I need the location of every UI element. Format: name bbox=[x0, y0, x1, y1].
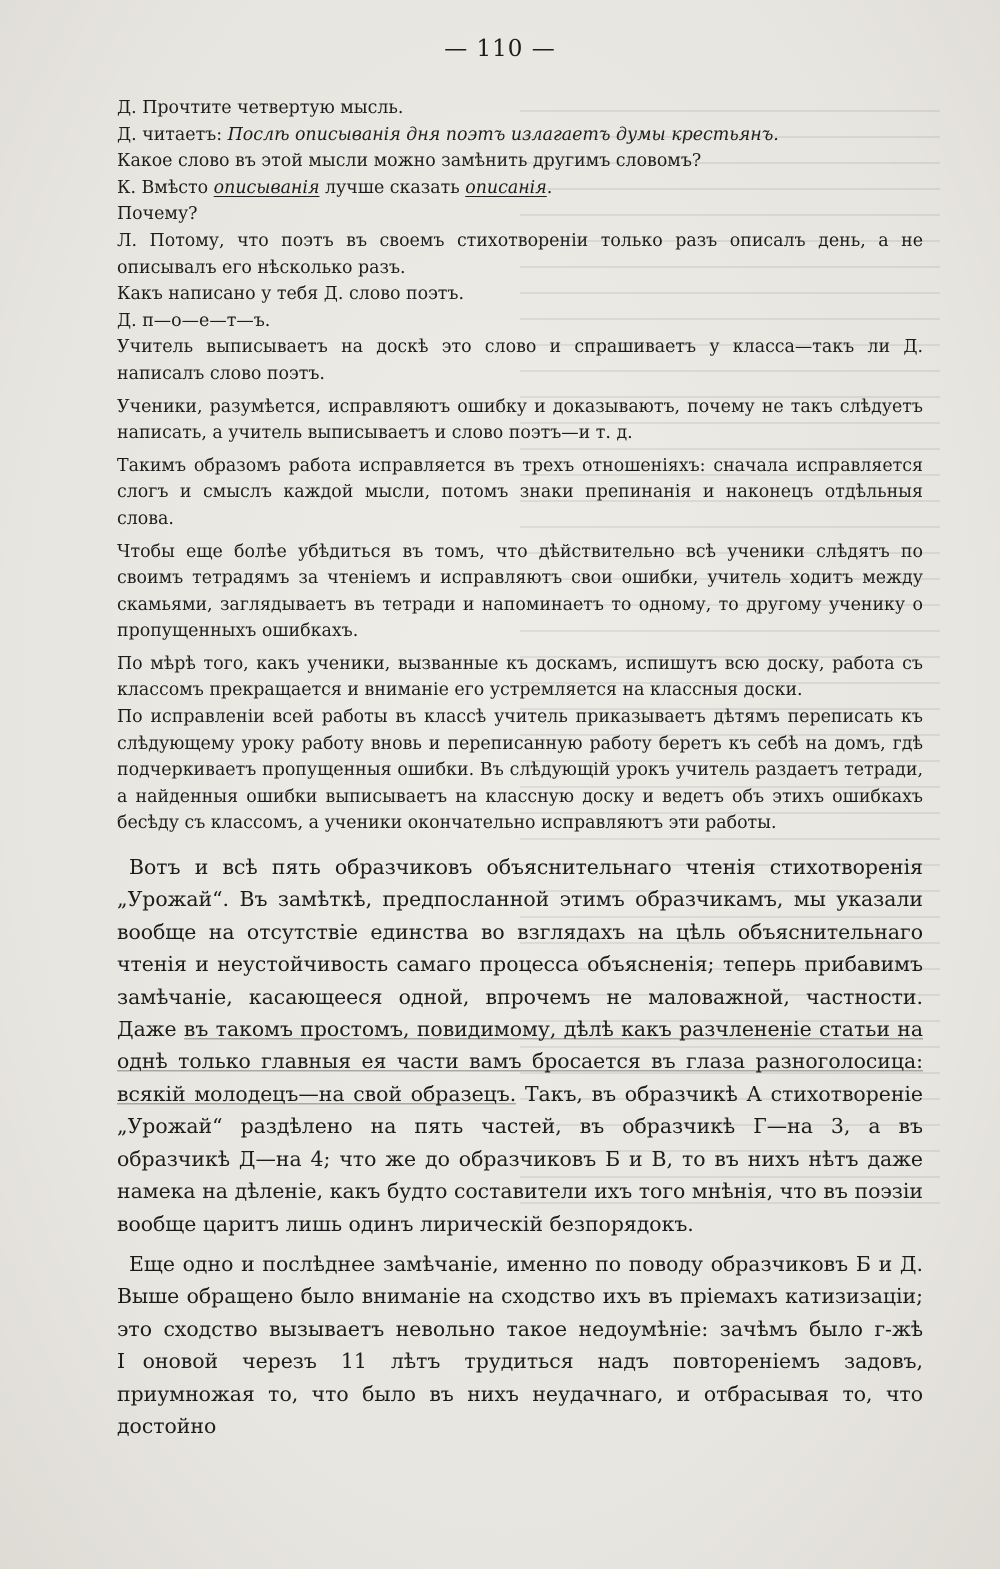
paragraph: Д. п—о—е—т—ъ. bbox=[117, 310, 271, 331]
italic-word: описыванія bbox=[213, 177, 320, 198]
speaker-lead: К. Вмѣсто bbox=[117, 177, 214, 198]
text-fragment: лучше сказать bbox=[319, 177, 466, 198]
paragraph: Чтобы еще болѣе убѣдиться въ томъ, что дѣйствительно всѣ ученики слѣдятъ по своимъ тетрадямъ за чтеніемъ и исправляютъ свои ошибки, учитель ходитъ между скамьями, заглядываетъ въ тетради и напоминаетъ то одному, то другому ученику о пропущенныхъ ошибкахъ. bbox=[117, 541, 923, 642]
paragraph bbox=[117, 851, 923, 1240]
italic-quote: Послѣ описыванія дня поэтъ излагаетъ думы крестьянъ. bbox=[227, 124, 779, 145]
paragraph bbox=[117, 122, 923, 149]
speaker-lead: Д. читаетъ: bbox=[117, 124, 228, 145]
paragraph: Какое слово въ этой мысли можно замѣнить другимъ словомъ? bbox=[117, 151, 702, 172]
paragraph: Д. Прочтите четвертую мысль. bbox=[117, 98, 404, 118]
text-fragment: Такъ, въ образчикѣ А стихотвореніе „Урожай“ раздѣлено на пять частей, въ образчикѣ Г—на 3, а въ образчикѣ Д—на 4; что же до образчиковъ Б и В, то въ нихъ нѣтъ даже намека на дѣленіе, какъ будто составители ихъ того мнѣнія, что въ поэзіи вообще царитъ лишь одинъ лирическій безпорядокъ. bbox=[117, 1081, 924, 1236]
paragraph bbox=[117, 175, 923, 202]
body-text bbox=[117, 95, 923, 1442]
paragraph: Такимъ образомъ работа исправляется въ трехъ отношеніяхъ: сначала исправляется слогъ и смыслъ каждой мысли, потомъ знаки препинанія и наконецъ отдѣльныя слова. bbox=[117, 455, 923, 529]
paragraph: Л. Потому, что поэтъ въ своемъ стихотвореніи только разъ описалъ день, а не описывалъ его нѣсколько разъ. bbox=[117, 230, 923, 278]
paragraph: Почему? bbox=[117, 204, 198, 225]
commentary-section bbox=[117, 851, 923, 1442]
page-number: — 110 — bbox=[444, 36, 556, 62]
paragraph: Ученики, разумѣется, исправляютъ ошибку и доказываютъ, почему не такъ слѣдуетъ написать, а учитель выписываетъ и слово поэтъ—и т. д. bbox=[117, 396, 923, 444]
italic-word: описанія bbox=[465, 177, 547, 198]
text-fragment: Вотъ и всѣ пять образчиковъ объяснительнаго чтенія стихотворенія „Урожай“. Въ замѣткѣ, предпосланной этимъ образчикамъ, мы указали вообще на отсутствіе единства во взглядахъ на цѣль объяснительнаго чтенія и неустойчивость самаго процесса объясненія; теперь прибавимъ замѣчаніе, касающееся одной, впрочемъ не маловажной, частности. Даже bbox=[117, 855, 923, 1042]
paragraph: Учитель выписываетъ на доскѣ это слово и спрашиваетъ у класса—такъ ли Д. написалъ слово поэтъ. bbox=[117, 337, 923, 384]
dialogue-section bbox=[117, 95, 923, 837]
paragraph: По исправленіи всей работы въ классѣ учитель приказываетъ дѣтямъ переписать къ слѣдующему уроку работу вновь и переписанную работу беретъ къ себѣ на домъ, гдѣ подчеркиваетъ пропущенныя ошибки. Въ слѣдующій урокъ учитель раздаетъ тетради, а найденныя ошибки выписываетъ на классную доску и ведетъ объ этихъ ошибкахъ бесѣду съ классомъ, а ученики окончательно исправляютъ эти работы. bbox=[117, 707, 923, 834]
pencil-marked-passage: въ такомъ простомъ, повидимому, дѣлѣ какъ разчлененіе статьи на однѣ только главныя ея части вамъ бросается въ глаза разноголосица: всякій молодецъ—на свой образецъ. bbox=[117, 1017, 923, 1106]
paragraph: Еще одно и послѣднее замѣчаніе, именно по поводу образчиковъ Б и Д. Выше обращено было вниманіе на сходство ихъ въ пріемахъ катизизаціи; это сходство вызываетъ невольно такое недоумѣніе: зачѣмъ было г-жѣ Ⅰоновой черезъ 11 лѣтъ трудиться надъ повтореніемъ задовъ, приумножая то, что было въ нихъ неудачнаго, и отбрасывая то, что достойно bbox=[117, 1251, 923, 1438]
text-fragment: . bbox=[546, 177, 553, 198]
paragraph: По мѣрѣ того, какъ ученики, вызванные къ доскамъ, испишутъ всю доску, работа съ классомъ прекращается и вниманіе его устремляется на классныя доски. bbox=[117, 653, 923, 701]
paragraph: Какъ написано у тебя Д. слово поэтъ. bbox=[117, 284, 465, 305]
